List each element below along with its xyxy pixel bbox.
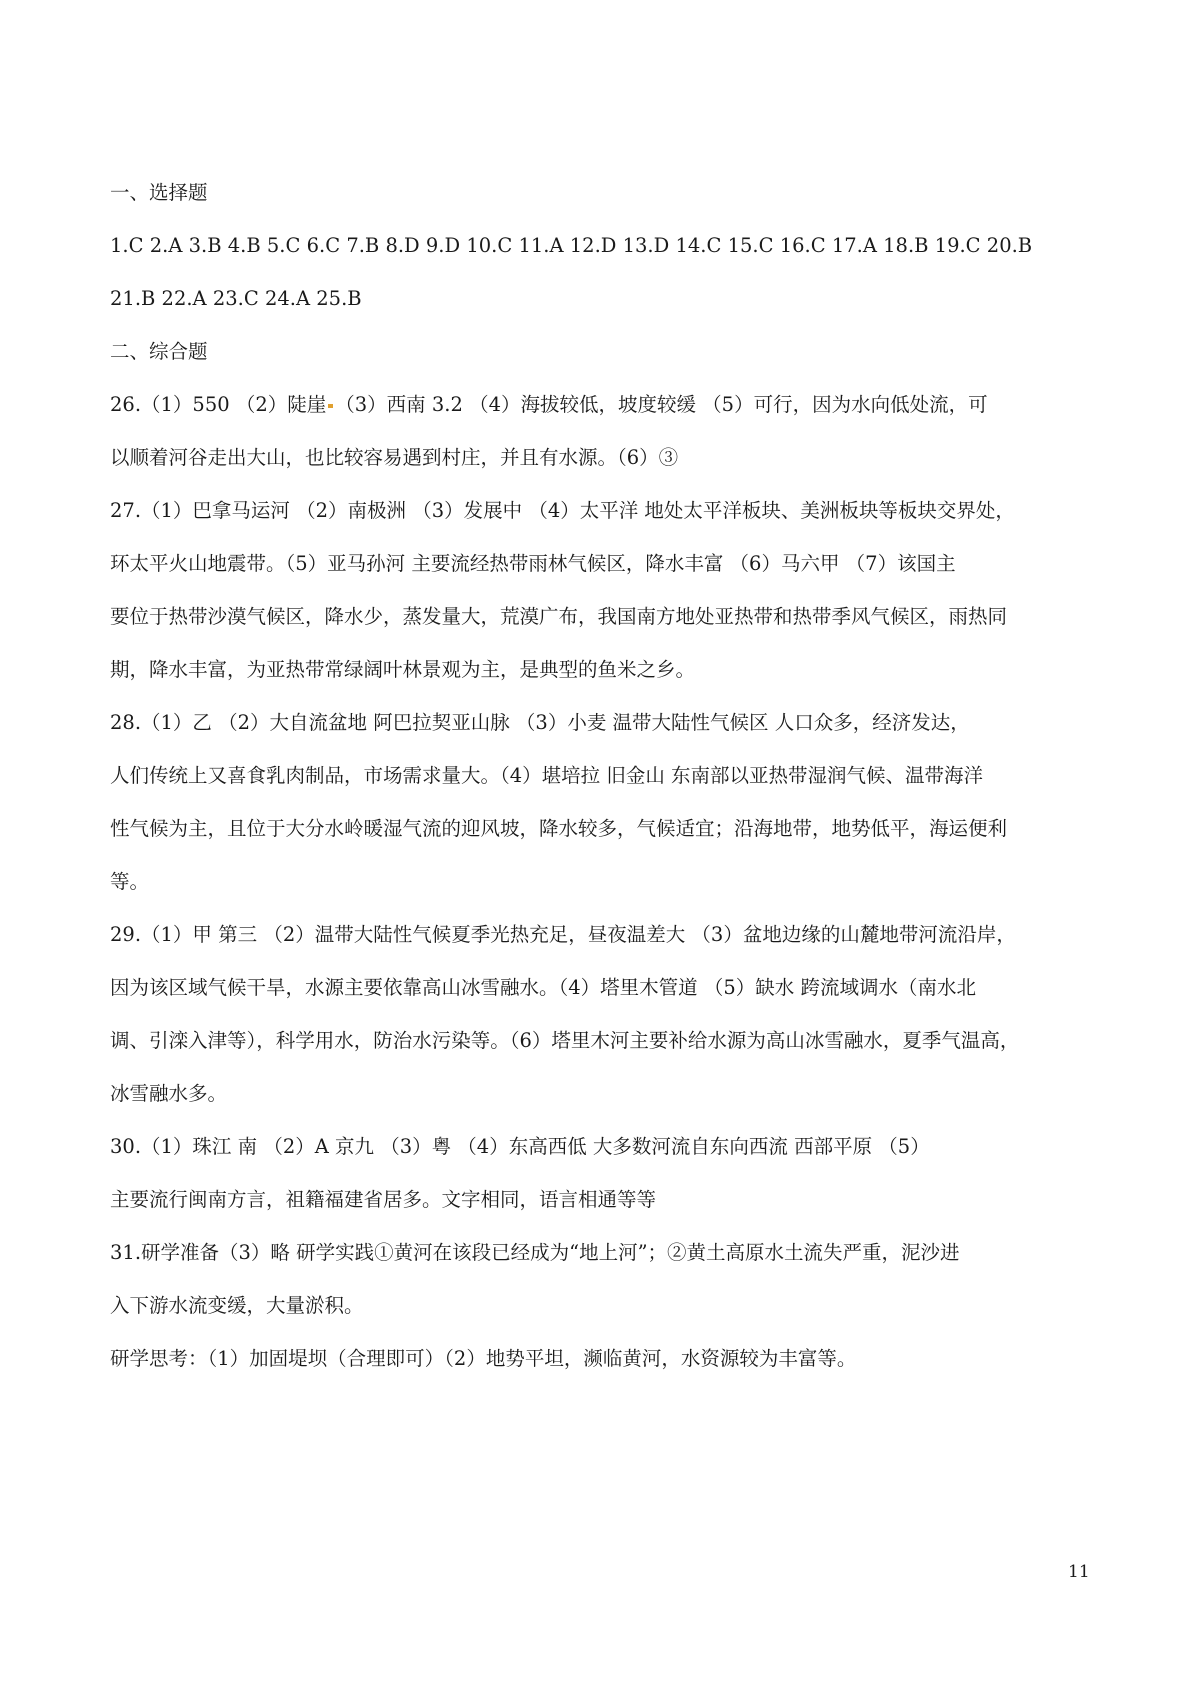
q30-line-1: 30.（1）珠江 南 （2）A 京九 （3）粤 （4）东高西低 大多数河流自东向西流 西部平原 （5） (110, 1135, 930, 1158)
q26-line-1-part-a: 26.（1）550 （2）陡崖 (110, 393, 327, 416)
q29-line-1: 29.（1）甲 第三 （2）温带大陆性气候夏季光热充足，昼夜温差大 （3）盆地边缘的山麓地带河流沿岸， (110, 923, 1016, 946)
page-number: 11 (1068, 1562, 1090, 1582)
q28-line-2: 人们传统上又喜食乳肉制品，市场需求量大。（4）堪培拉 旧金山 东南部以亚热带湿润气候、温带海洋 (110, 764, 984, 787)
highlight-mark (328, 404, 333, 408)
q31-line-2: 入下游水流变缓，大量淤积。 (110, 1294, 364, 1317)
question-30 (110, 1120, 1100, 1226)
q31-line-1: 31.研学准备（3）略 研学实践①黄河在该段已经成为“地上河”；②黄土高原水土流失严重，泥沙进 (110, 1241, 960, 1264)
section-multiple-choice (110, 166, 1100, 325)
section-heading-comprehensive: 二、综合题 (110, 340, 208, 363)
q31-line-3: 研学思考：（1）加固堤坝（合理即可）（2）地势平坦，濒临黄河，水资源较为丰富等。 (110, 1347, 857, 1370)
choice-answers-line-1: 1.C 2.A 3.B 4.B 5.C 6.C 7.B 8.D 9.D 10.C 11.A 12.D 13.D 14.C 15.C 16.C 17.A 18.B 19.C 20.B (110, 234, 1033, 257)
choice-answers-line-2: 21.B 22.A 23.C 24.A 25.B (110, 287, 362, 310)
q29-line-4: 冰雪融水多。 (110, 1082, 228, 1105)
q26-line-1-part-b: （3）西南 3.2 （4）海拔较低，坡度较缓 （5）可行，因为水向低处流，可 (335, 393, 988, 416)
question-26 (110, 378, 1100, 484)
question-29 (110, 908, 1100, 1120)
q28-line-1: 28.（1）乙 （2）大自流盆地 阿巴拉契亚山脉 （3）小麦 温带大陆性气候区 人口众多，经济发达， (110, 711, 970, 734)
q29-line-2: 因为该区域气候干旱，水源主要依靠高山冰雪融水。（4）塔里木管道 （5）缺水 跨流域调水（南水北 (110, 976, 976, 999)
q28-line-4: 等。 (110, 870, 150, 893)
q29-line-3: 调、引滦入津等），科学用水，防治水污染等。（6）塔里木河主要补给水源为高山冰雪融水，夏季气温高， (110, 1029, 1020, 1052)
question-27 (110, 484, 1100, 696)
q27-line-1: 27.（1）巴拿马运河 （2）南极洲 （3）发展中 （4）太平洋 地处太平洋板块、美洲板块等板块交界处， (110, 499, 1015, 522)
question-28 (110, 696, 1100, 908)
answer-key-body (110, 166, 1100, 1385)
section-heading-choice: 一、选择题 (110, 181, 208, 204)
q26-line-1 (110, 378, 1100, 431)
q28-line-3: 性气候为主，且位于大分水岭暖湿气流的迎风坡，降水较多，气候适宜；沿海地带，地势低平，海运便利 (110, 817, 1008, 840)
q27-line-3: 要位于热带沙漠气候区，降水少，蒸发量大，荒漠广布，我国南方地处亚热带和热带季风气候区，雨热同 (110, 605, 1008, 628)
question-31 (110, 1226, 1100, 1385)
q27-line-4: 期，降水丰富，为亚热带常绿阔叶林景观为主，是典型的鱼米之乡。 (110, 658, 696, 681)
q27-line-2: 环太平火山地震带。（5）亚马孙河 主要流经热带雨林气候区，降水丰富 （6）马六甲 （7）该国主 (110, 552, 956, 575)
q30-line-2: 主要流行闽南方言，祖籍福建省居多。文字相同，语言相通等等 (110, 1188, 657, 1211)
q26-line-2: 以顺着河谷走出大山，也比较容易遇到村庄，并且有水源。（6）③ (110, 446, 679, 469)
section-comprehensive (110, 325, 1100, 1385)
